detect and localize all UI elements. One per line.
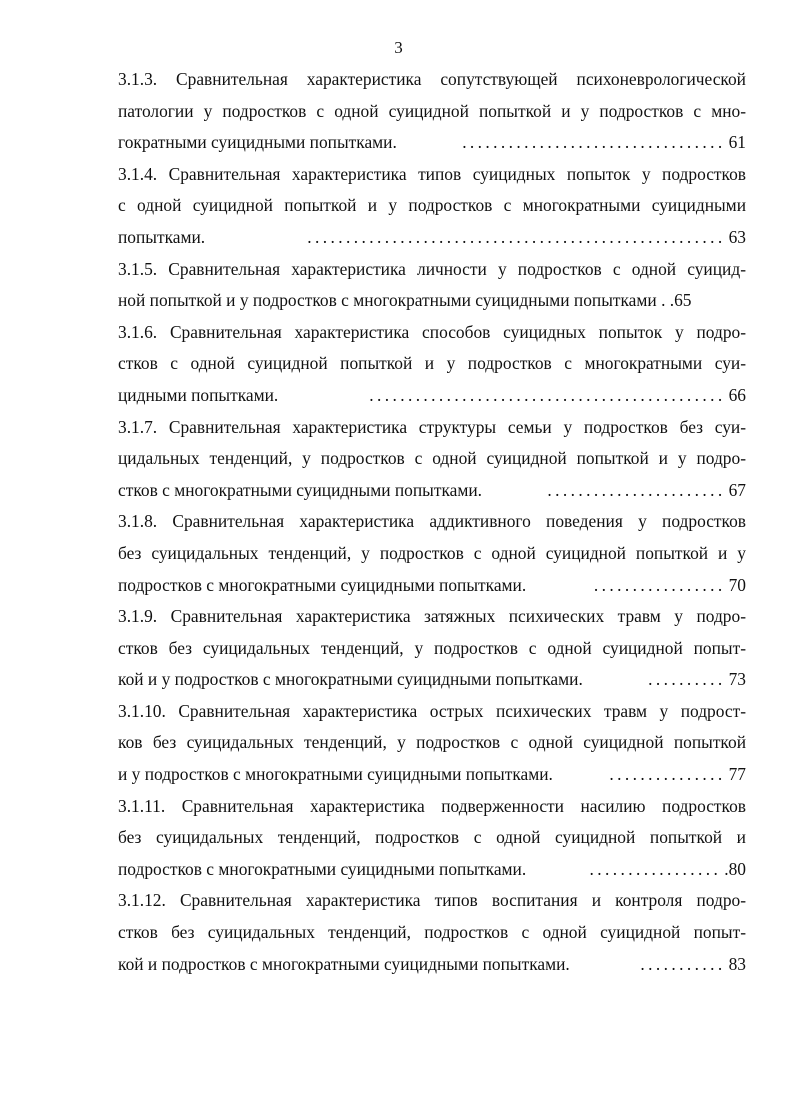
toc-leader-dots: ...................................................... bbox=[307, 226, 726, 247]
toc-line: 3.1.11. Сравнительная характеристика подверженности насилию подростков bbox=[118, 795, 746, 816]
toc-leader-dots: .......... bbox=[648, 669, 726, 690]
toc-text: подростков с многократными суицидными попытками. bbox=[118, 574, 527, 595]
toc-text: попытками. bbox=[118, 226, 206, 247]
toc-page-ref: 83 bbox=[728, 953, 746, 974]
toc-text: стков с многократными суицидными попытками. bbox=[118, 479, 483, 500]
toc-page-ref: 70 bbox=[728, 574, 746, 595]
toc-entry-3-1-11 bbox=[118, 791, 746, 886]
toc-line-last bbox=[118, 127, 746, 159]
toc-line: 3.1.12. Сравнительная характеристика типов воспитания и контроля подро- bbox=[118, 890, 746, 911]
toc-leader-dots: .............................................. bbox=[369, 384, 726, 405]
toc-line: стков с одной суицидной попыткой и у подростков с многократными суи- bbox=[118, 353, 746, 374]
toc-leader-dots: ....................... bbox=[547, 479, 726, 500]
toc-line: стков без суицидальных тенденций, у подростков с одной суицидной попыт- bbox=[118, 637, 746, 658]
toc-line-last bbox=[118, 759, 746, 791]
toc-entry-3-1-12 bbox=[118, 885, 746, 980]
toc-page-ref: 77 bbox=[728, 764, 746, 785]
toc-line-last bbox=[118, 222, 746, 254]
toc-entry-3-1-7 bbox=[118, 412, 746, 507]
toc-page-ref: 63 bbox=[728, 226, 746, 247]
toc-page-ref: 67 bbox=[728, 479, 746, 500]
toc-line-last bbox=[118, 570, 746, 602]
toc-line: 3.1.3. Сравнительная характеристика сопутствующей психоневрологической bbox=[118, 69, 746, 89]
toc-line: цидальных тенденций, у подростков с одной суицидной попыткой и у подро- bbox=[118, 448, 746, 469]
toc-leader-dots: ................. bbox=[593, 574, 726, 595]
toc-line: 3.1.8. Сравнительная характеристика аддиктивного поведения у подростков bbox=[118, 511, 746, 532]
toc-line: с одной суицидной попыткой и у подростков с многократными суицидными bbox=[118, 195, 746, 216]
toc-page-ref: .80 bbox=[724, 858, 746, 879]
toc-leader-dots: ........... bbox=[640, 953, 726, 974]
toc-line: без суицидальных тенденций, подростков с одной суицидной попыткой и bbox=[118, 827, 746, 848]
toc-line-last bbox=[118, 285, 746, 317]
toc-leader-dots: .................................. bbox=[462, 132, 726, 153]
toc-page-ref: 66 bbox=[728, 384, 746, 405]
toc-line-last bbox=[118, 664, 746, 696]
toc-line: 3.1.9. Сравнительная характеристика затяжных психических травм у подро- bbox=[118, 606, 746, 627]
toc-entry-3-1-6 bbox=[118, 317, 746, 412]
toc-line: 3.1.10. Сравнительная характеристика острых психических травм у подрост- bbox=[118, 700, 746, 721]
toc-line: патологии у подростков с одной суицидной попыткой и у подростков с мно- bbox=[118, 100, 746, 121]
toc-entry-3-1-9 bbox=[118, 601, 746, 696]
toc-line: 3.1.4. Сравнительная характеристика типов суицидных попыток у подростков bbox=[118, 163, 746, 184]
toc-entry-3-1-3 bbox=[118, 64, 746, 159]
toc-line: ков без суицидальных тенденций, у подростков с одной суицидной попыткой bbox=[118, 732, 746, 753]
toc-line: 3.1.5. Сравнительная характеристика личности у подростков с одной суицид- bbox=[118, 258, 746, 279]
toc-entry-3-1-4 bbox=[118, 159, 746, 254]
toc-text: и у подростков с многократными суицидными попытками. bbox=[118, 764, 553, 785]
toc-text: цидными попытками. bbox=[118, 384, 279, 405]
toc-text: кой и у подростков с многократными суицидными попытками. bbox=[118, 669, 583, 690]
toc-text: подростков с многократными суицидными попытками. bbox=[118, 858, 527, 879]
toc-entry-3-1-5 bbox=[118, 254, 746, 317]
toc-text: ной попыткой и у подростков с многократными суицидными попытками . .65 bbox=[118, 290, 692, 311]
toc-page-ref: 61 bbox=[728, 132, 746, 153]
toc-line-last bbox=[118, 380, 746, 412]
toc-entry-3-1-8 bbox=[118, 506, 746, 601]
toc-line: без суицидальных тенденций, у подростков с одной суицидной попыткой и у bbox=[118, 542, 746, 563]
toc-line-last bbox=[118, 854, 746, 886]
toc-leader-dots: ............... bbox=[609, 764, 726, 785]
table-of-contents bbox=[118, 64, 746, 980]
toc-line-last bbox=[118, 475, 746, 507]
toc-line: стков без суицидальных тенденций, подростков с одной суицидной попыт- bbox=[118, 922, 746, 943]
toc-text: гократными суицидными попытками. bbox=[118, 132, 397, 153]
toc-line: 3.1.7. Сравнительная характеристика структуры семьи у подростков без суи- bbox=[118, 416, 746, 437]
toc-text: кой и подростков с многократными суицидными попытками. bbox=[118, 953, 570, 974]
toc-line-last bbox=[118, 949, 746, 981]
page-number: 3 bbox=[394, 38, 403, 57]
toc-entry-3-1-10 bbox=[118, 696, 746, 791]
toc-line: 3.1.6. Сравнительная характеристика способов суицидных попыток у подро- bbox=[118, 321, 746, 342]
toc-leader-dots: ................. bbox=[589, 858, 722, 879]
toc-page-ref: 73 bbox=[728, 669, 746, 690]
